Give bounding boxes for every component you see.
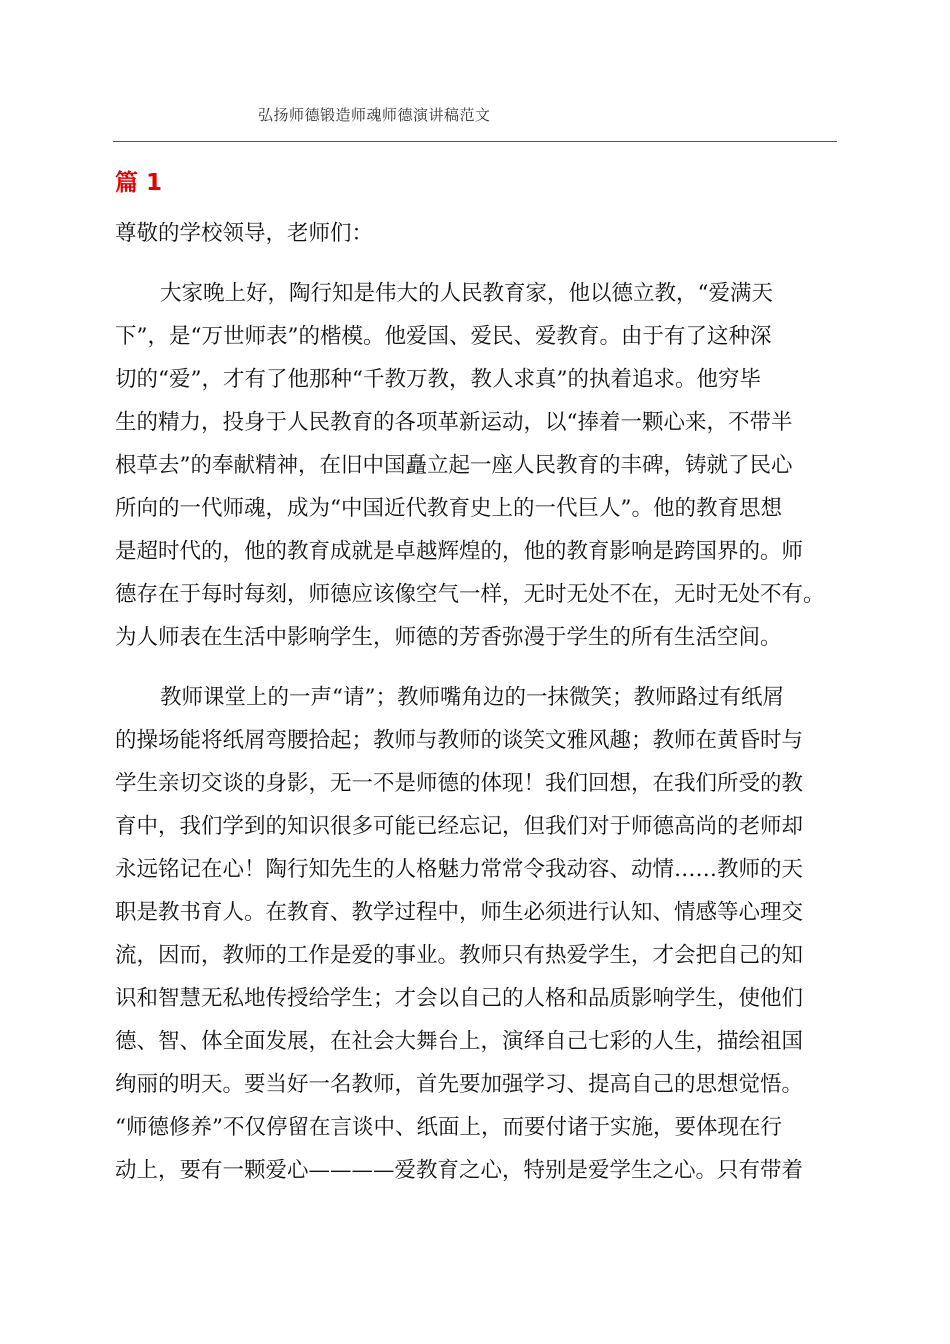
salutation: 尊敬的学校领导，老师们： bbox=[115, 221, 374, 246]
paragraph-line: 切的“爱”，才有了他那种“千教万教，教人求真”的执着追求。他穷毕 bbox=[115, 367, 761, 392]
paragraph-line: 识和智慧无私地传授给学生；才会以自己的人格和品质影响学生，使他们 bbox=[115, 986, 804, 1011]
paragraph-line: “师德修养”不仅停留在言谈中、纸面上，而要付诸于实施，要体现在行 bbox=[115, 1115, 782, 1140]
paragraph-line: 教师课堂上的一声“请”；教师嘴角边的一抹微笑；教师路过有纸屑 bbox=[160, 685, 784, 710]
paragraph-line: 下”，是“万世师表”的楷模。他爱国、爱民、爱教育。由于有了这种深 bbox=[115, 324, 772, 349]
paragraph-line: 绚丽的明天。要当好一名教师，首先要加强学习、提高自己的思想觉悟。 bbox=[115, 1072, 804, 1097]
paragraph-line: 德存在于每时每刻，师德应该像空气一样，无时无处不在，无时无处不有。 bbox=[115, 582, 825, 607]
section-heading: 篇 1 bbox=[115, 170, 163, 196]
paragraph-line: 是超时代的，他的教育成就是卓越辉煌的，他的教育影响是跨国界的。师 bbox=[115, 539, 804, 564]
paragraph-line: 永远铭记在心！陶行知先生的人格魅力常常令我动容、动情……教师的天 bbox=[115, 857, 804, 882]
paragraph-line: 所向的一代师魂，成为“中国近代教育史上的一代巨人”。他的教育思想 bbox=[115, 496, 782, 521]
paragraph-line: 大家晚上好，陶行知是伟大的人民教育家，他以德立教，“爱满天 bbox=[160, 281, 773, 306]
paragraph-line: 德、智、体全面发展，在社会大舞台上，演绎自己七彩的人生，描绘祖国 bbox=[115, 1029, 804, 1054]
paragraph-line: 职是教书育人。在教育、教学过程中，师生必须进行认知、情感等心理交 bbox=[115, 900, 804, 925]
paragraph-line: 动上，要有一颗爱心————爱教育之心，特别是爱学生之心。只有带着 bbox=[115, 1158, 804, 1183]
header-title: 弘扬师德锻造师魂师德演讲稿范文 bbox=[258, 106, 491, 124]
paragraph-line: 的操场能将纸屑弯腰拾起；教师与教师的谈笑文雅风趣；教师在黄昏时与 bbox=[115, 728, 804, 753]
paragraph-1 bbox=[115, 272, 855, 659]
paragraph-2 bbox=[115, 676, 855, 1192]
paragraph-line: 生的精力，投身于人民教育的各项革新运动，以“捧着一颗心来，不带半 bbox=[115, 410, 793, 435]
paragraph-line: 根草去”的奉献精神，在旧中国矗立起一座人民教育的丰碑，铸就了民心 bbox=[115, 453, 793, 478]
paragraph-line: 育中，我们学到的知识很多可能已经忘记，但我们对于师德高尚的老师却 bbox=[115, 814, 804, 839]
paragraph-line: 为人师表在生活中影响学生，师德的芳香弥漫于学生的所有生活空间。 bbox=[115, 625, 782, 650]
paragraph-line: 学生亲切交谈的身影，无一不是师德的体现！我们回想，在我们所受的教 bbox=[115, 771, 804, 796]
header-divider bbox=[113, 141, 837, 142]
paragraph-line: 流，因而，教师的工作是爱的事业。教师只有热爱学生，才会把自己的知 bbox=[115, 943, 804, 968]
